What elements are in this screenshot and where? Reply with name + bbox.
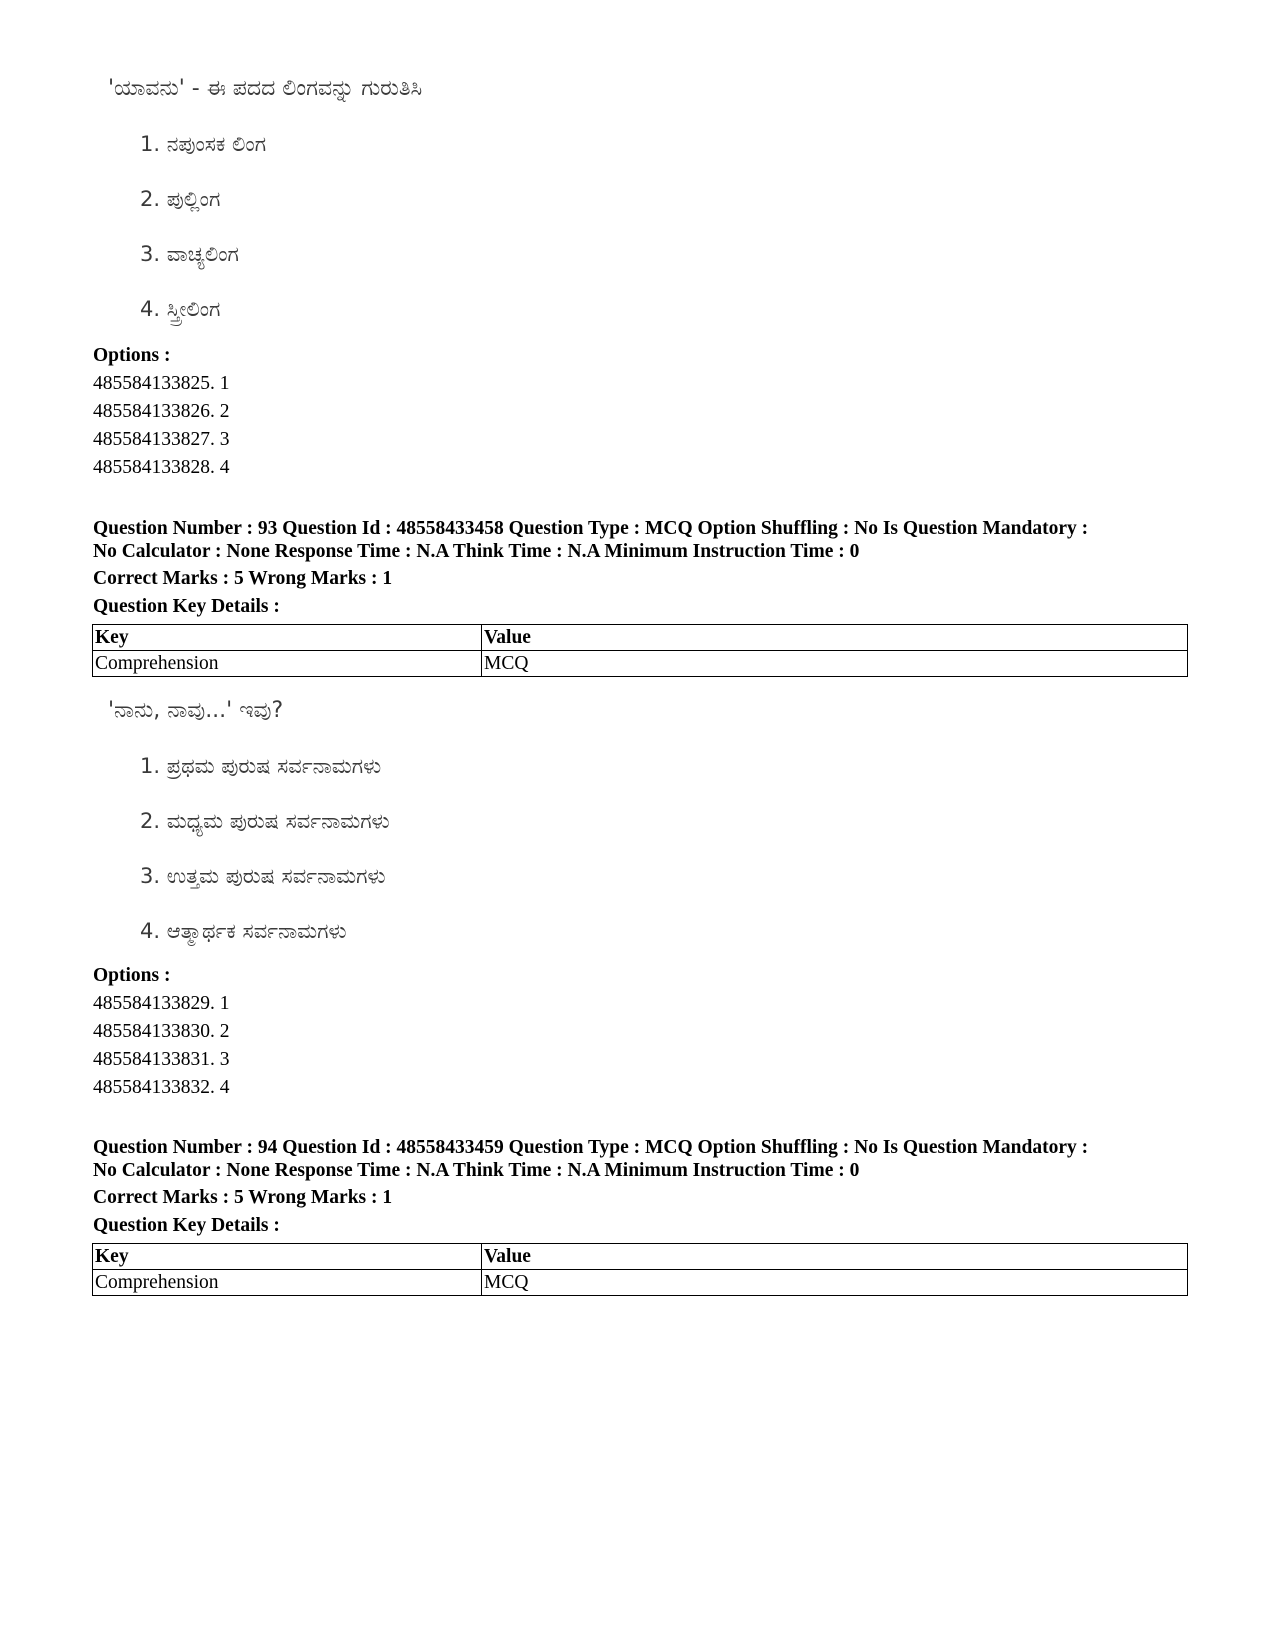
options-block-q92 xyxy=(93,342,230,482)
option-item: 485584133825. 1 xyxy=(93,373,230,394)
meta-line-1: Question Number : 94 Question Id : 48558433459 Question Type : MCQ Option Shuffling : No Is Question Mandatory : xyxy=(93,1137,1089,1158)
meta-line-1: Question Number : 93 Question Id : 48558433458 Question Type : MCQ Option Shuffling : No Is Question Mandatory : xyxy=(93,518,1089,539)
option-item: 485584133828. 4 xyxy=(93,457,230,478)
cell-key: Comprehension xyxy=(93,1270,482,1296)
choice-4: 4. ಸ್ತ್ರೀಲಿಂಗ xyxy=(140,297,221,321)
question-meta-q94 xyxy=(93,1136,1193,1182)
question-image-q93 xyxy=(108,696,390,946)
choice-4: 4. ಆತ್ಮಾರ್ಥಕ ಸರ್ವನಾಮಗಳು xyxy=(140,919,347,943)
option-item: 485584133826. 2 xyxy=(93,401,230,422)
question-meta-q93 xyxy=(93,517,1193,563)
choice-2: 2. ಪುಲ್ಲಿಂಗ xyxy=(140,187,221,211)
question-image-q92 xyxy=(108,74,422,324)
options-title: Options : xyxy=(93,965,171,986)
key-details-title-q94: Question Key Details : xyxy=(93,1215,280,1236)
choice-3: 3. ಉತ್ತಮ ಪುರುಷ ಸರ್ವನಾಮಗಳು xyxy=(140,864,386,888)
table-row xyxy=(93,1270,1188,1296)
header-key: Key xyxy=(93,625,482,651)
cell-value: MCQ xyxy=(482,651,1188,677)
table-header-row xyxy=(93,625,1188,651)
meta-line-2: No Calculator : None Response Time : N.A Think Time : N.A Minimum Instruction Time : 0 xyxy=(93,1160,860,1181)
question-stem: 'ನಾನು, ನಾವು...' ಇವು? xyxy=(108,698,284,723)
choice-1: 1. ನಪುಂಸಕ ಲಿಂಗ xyxy=(140,132,267,156)
marks-q94: Correct Marks : 5 Wrong Marks : 1 xyxy=(93,1187,393,1208)
choice-2: 2. ಮಧ್ಯಮ ಪುರುಷ ಸರ್ವನಾಮಗಳು xyxy=(140,809,390,833)
option-item: 485584133830. 2 xyxy=(93,1021,230,1042)
header-value: Value xyxy=(482,625,1188,651)
cell-value: MCQ xyxy=(482,1270,1188,1296)
option-item: 485584133827. 3 xyxy=(93,429,230,450)
choice-1: 1. ಪ್ರಥಮ ಪುರುಷ ಸರ್ವನಾಮಗಳು xyxy=(140,754,382,778)
options-title: Options : xyxy=(93,345,171,366)
cell-key: Comprehension xyxy=(93,651,482,677)
table-header-row xyxy=(93,1244,1188,1270)
choice-3: 3. ವಾಚ್ಯಲಿಂಗ xyxy=(140,242,239,266)
question-stem: 'ಯಾವನು' - ಈ ಪದದ ಲಿಂಗವನ್ನು ಗುರುತಿಸಿ xyxy=(108,76,423,101)
meta-line-2: No Calculator : None Response Time : N.A Think Time : N.A Minimum Instruction Time : 0 xyxy=(93,541,860,562)
option-item: 485584133832. 4 xyxy=(93,1077,230,1098)
key-details-title-q93: Question Key Details : xyxy=(93,596,280,617)
header-key: Key xyxy=(93,1244,482,1270)
header-value: Value xyxy=(482,1244,1188,1270)
key-details-table-q93 xyxy=(92,624,1188,677)
option-item: 485584133831. 3 xyxy=(93,1049,230,1070)
options-block-q93 xyxy=(93,962,230,1102)
option-item: 485584133829. 1 xyxy=(93,993,230,1014)
table-row xyxy=(93,651,1188,677)
key-details-table-q94 xyxy=(92,1243,1188,1296)
marks-q93: Correct Marks : 5 Wrong Marks : 1 xyxy=(93,568,393,589)
